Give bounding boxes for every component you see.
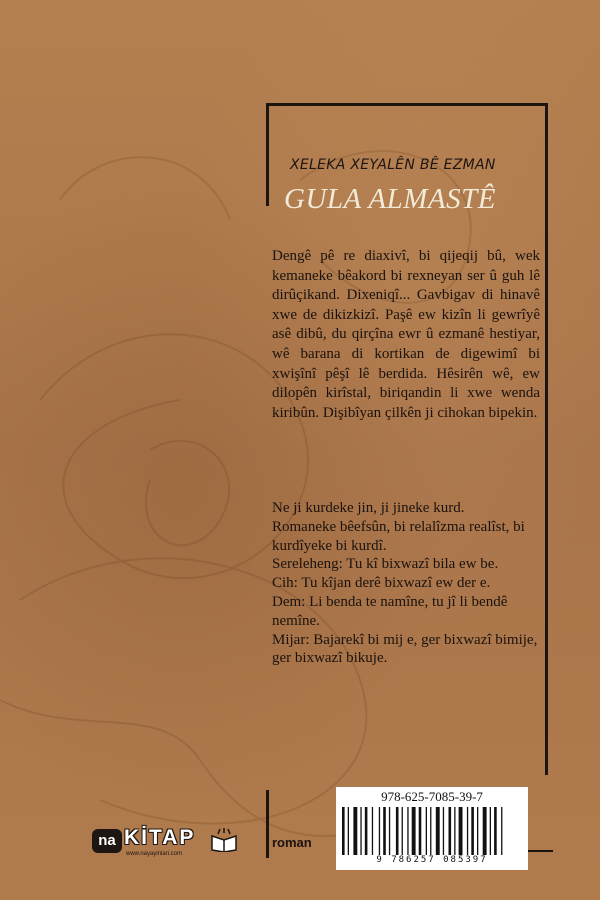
barcode-bar — [353, 807, 357, 855]
blurb-line: Dem: Li benda te namîne, tu jî li bendê nemîne. — [272, 593, 508, 629]
blurb-line: Romaneke bêefsûn, bi relalîzma realîst, bi kurdîyeke bi kurdî. — [272, 518, 525, 554]
barcode-bar — [449, 807, 452, 855]
barcode-bar — [483, 807, 487, 855]
frame-lower-left-line — [266, 790, 269, 858]
barcode-bar — [402, 807, 403, 855]
publisher-url: www.nayayinlari.com — [126, 851, 183, 857]
barcode-bar — [490, 807, 491, 855]
publisher-logo — [92, 826, 242, 860]
frame-right-line — [545, 103, 548, 775]
book-subtitle: XELEKA XEYALÊN BÊ EZMAN — [290, 157, 496, 173]
barcode-bar — [379, 807, 380, 855]
barcode — [336, 787, 528, 870]
blurb-line: Mijar: Bajarekî bi mij e, ger bixwazî bimije, ger bixwazî bikuje. — [272, 631, 538, 667]
book-description: Dengê pê re diaxivî, bi qijeqij bû, wek kemaneke bêakord bi rexneyan ser û guh lê dirûçikand. Dixeniqî... Gavbigav di hinavê xwe de dikizkizî. Paşê ew kizîn li gewrîyê asê dibû, du qirçîna ewr û ezmanê hestiyar, wê barana di kortikan de digewimî bi xwişînî pêşî lê berdida. Hêsirên wê, ew dilopên kirîstal, biriqandin li xwe wenda kiribûn. Dişibîyan çilkên ji cihokan bipekin. — [272, 248, 540, 421]
blurb-line: Cih: Tu kîjan derê bixwazî ew der e. — [272, 575, 491, 592]
barcode-bar — [494, 807, 497, 855]
frame-left-line — [266, 103, 269, 206]
barcode-bar — [443, 807, 444, 855]
barcode-bar — [383, 807, 386, 855]
barcode-bar — [342, 807, 345, 855]
barcode-bar — [360, 807, 361, 855]
barcode-bar — [459, 807, 463, 855]
barcode-bar — [426, 807, 427, 855]
barcode-bar — [389, 807, 390, 855]
open-book-icon — [210, 828, 238, 852]
barcode-bar — [365, 807, 368, 855]
barcode-bar — [430, 807, 431, 855]
barcode-bar — [471, 807, 474, 855]
isbn-text: 978-625-7085-39-7 — [381, 789, 483, 804]
frame-top-line — [266, 103, 548, 106]
publisher-logo-kitap: KİTAP — [124, 826, 196, 849]
blurb-line: Ne ji kurdeke jin, ji jineke kurd. — [272, 500, 465, 516]
barcode-bar — [436, 807, 440, 855]
barcode-bar — [419, 807, 422, 855]
book-blurb — [272, 499, 540, 668]
barcode-bar — [348, 807, 349, 855]
barcode-bar — [467, 807, 468, 855]
barcode-bar — [477, 807, 478, 855]
barcode-bar — [396, 807, 399, 855]
barcode-bar — [501, 807, 502, 855]
barcode-bar — [454, 807, 455, 855]
barcode-bars — [342, 807, 522, 855]
barcode-bar — [407, 807, 408, 855]
genre-label: roman — [272, 835, 312, 850]
publisher-logo-na: na — [92, 829, 122, 853]
blurb-line: Sereleheng: Tu kî bixwazî bila ew be. — [272, 556, 499, 573]
book-title: GULA ALMASTÊ — [284, 183, 496, 215]
barcode-bar — [372, 807, 373, 855]
isbn-digits: 9 786257 085397 — [376, 855, 488, 865]
barcode-bar — [412, 807, 416, 855]
